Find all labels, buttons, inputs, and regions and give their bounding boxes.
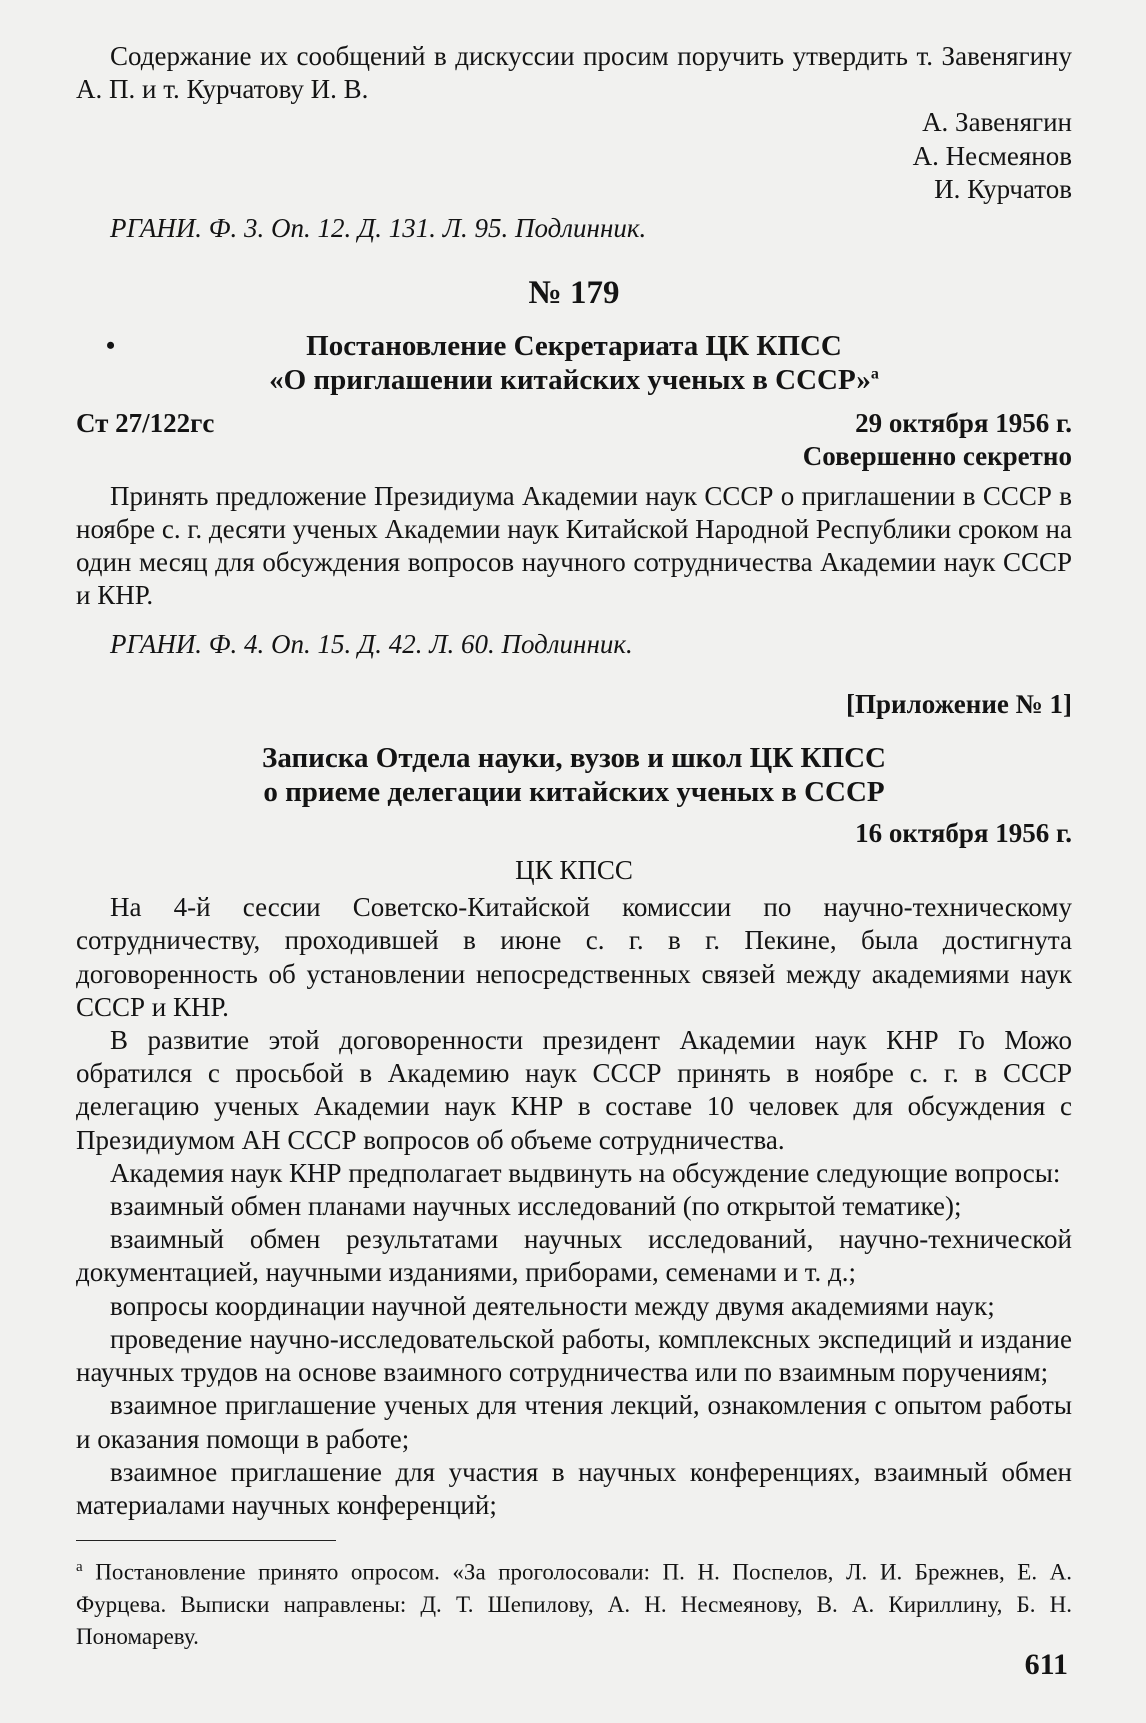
list-item: взаимный обмен планами научных исследований (по открытой тематике); (110, 1191, 962, 1222)
list-item: проведение научно-исследовательской работы, комплексных экспедиций и издание научных трудов на основе взаимного сотрудничества или по взаимным поручениям; (76, 1323, 1072, 1388)
archive-source-1: РГАНИ. Ф. 3. Оп. 12. Д. 131. Л. 95. Подлинник. (110, 213, 647, 244)
note-title-line-2: о приеме делегации китайских ученых в СССР (263, 775, 885, 808)
note-addressee: ЦК КПСС (515, 855, 633, 886)
decree-reference: Ст 27/122гс (76, 408, 215, 439)
footnote-mark: а (76, 1559, 83, 1576)
decree-title-line-2: «О приглашении китайских ученых в СССР»$^а$ (269, 364, 879, 397)
intro-paragraph: Содержание их сообщений в дискуссии просим поручить утвердить т. Завенягину А. П. и т. Курчатову И. В. (76, 41, 1072, 105)
footnote-divider (76, 1540, 336, 1541)
appendix-label: [Приложение № 1] (846, 688, 1072, 719)
footnote-ref-a: а (870, 365, 879, 383)
signature-kurchatov: И. Курчатов (934, 173, 1072, 204)
signature-nesmeyanov: А. Несмеянов (912, 140, 1072, 171)
bullet-mark: • (106, 331, 116, 361)
decree-title (76, 329, 1072, 397)
secrecy-stamp: Совершенно секретно (802, 441, 1072, 472)
document-page (76, 40, 1072, 1700)
note-paragraph-1: На 4-й сессии Советско-Китайской комиссии по научно-техническому сотрудничеству, проходившей в июне с. г. в г. Пекине, была достигнута договоренность об установлении непосредственных связей между академиями наук СССР и КНР. (76, 892, 1072, 1022)
list-item: взаимное приглашение ученых для чтения лекций, ознакомления с опытом работы и оказания помощи в работе; (76, 1390, 1072, 1454)
signature-block (76, 106, 1072, 206)
note-paragraph-2: В развитие этой договоренности президент Академии наук КНР Го Можо обратился с просьбой в Академию наук СССР принять в ноябре с. г. в СССР делегацию ученых Академии наук КНР в составе 10 человек для обсуждения с Президиумом АН СССР вопросов об объеме сотрудничества. (76, 1025, 1072, 1155)
decree-date: 29 октября 1956 г. (855, 408, 1072, 439)
note-title-line-1: Записка Отдела науки, вузов и школ ЦК КПСС (262, 741, 886, 774)
note-title (76, 741, 1072, 809)
note-date: 16 октября 1956 г. (855, 817, 1072, 848)
decree-title-line-1: Постановление Секретариата ЦК КПСС (306, 330, 842, 363)
footnote: $^а$ Постановление принято опросом. «За проголосовали: П. Н. Поспелов, Л. И. Брежнев, Е. А. Фурцева. Выписки направлены: Д. Т. Шепилову, А. Н. Несмеянову, В. А. Кириллину, Б. Н. Пономареву. (76, 1559, 1072, 1649)
list-item: взаимное приглашение для участия в научных конференциях, взаимный обмен материалами научных конференций; (76, 1456, 1072, 1520)
archive-source-2: РГАНИ. Ф. 4. Оп. 15. Д. 42. Л. 60. Подлинник. (110, 629, 633, 660)
decree-text: Принять предложение Президиума Академии наук СССР о приглашении в СССР в ноябре с. г. десяти ученых Академии наук Китайской Народной Республики сроком на один месяц для обсуждения вопросов научного сотрудничества Академии наук СССР и КНР. (76, 480, 1072, 611)
note-paragraph-3: Академия наук КНР предполагает выдвинуть на обсуждение следующие вопросы: (110, 1157, 1061, 1188)
list-item: вопросы координации научной деятельности между двумя академиями наук; (110, 1290, 995, 1321)
decree-meta-row (76, 407, 1072, 440)
document-number: № 179 (528, 275, 620, 312)
page-number: 611 (1024, 1648, 1068, 1681)
signature-zavenyagin: А. Завенягин (922, 107, 1072, 138)
list-item: взаимный обмен результатами научных исследований, научно-технической документацией, научными изданиями, приборами, семенами и т. д.; (76, 1224, 1072, 1288)
